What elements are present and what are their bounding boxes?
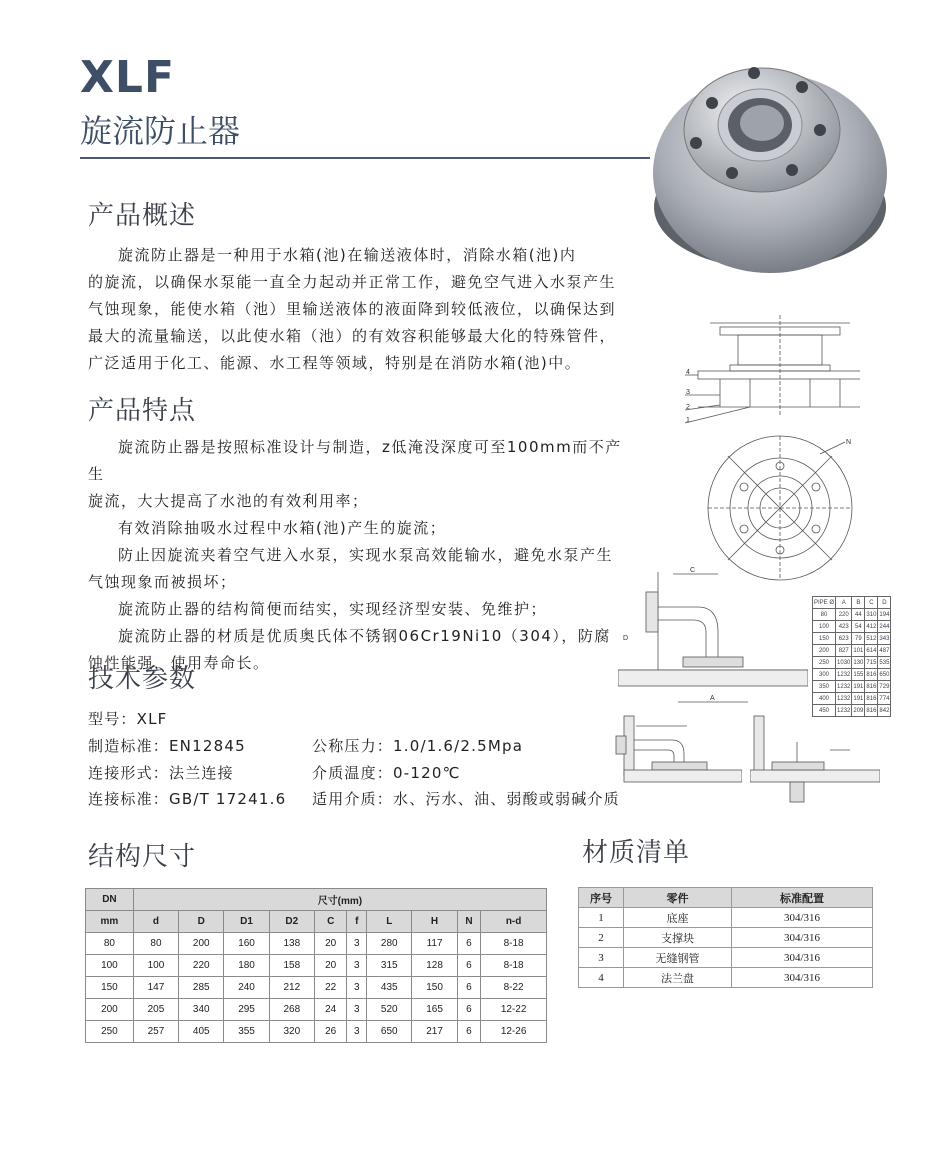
part-label: 3 bbox=[686, 389, 690, 396]
pipe-cell: 80 bbox=[813, 609, 836, 621]
dim-cell: 150 bbox=[86, 977, 134, 999]
pipe-row bbox=[813, 669, 891, 681]
dim-col-header: H bbox=[412, 911, 457, 933]
pipe-cell: 423 bbox=[836, 621, 852, 633]
spec-model: 型号：XLF bbox=[88, 710, 168, 728]
mat-cell: 底座 bbox=[624, 908, 732, 928]
dim-cell: 435 bbox=[367, 977, 412, 999]
table-row bbox=[579, 928, 873, 948]
dim-cell: 3 bbox=[347, 1021, 367, 1043]
section-drawing bbox=[680, 315, 860, 430]
pipe-cell: 194 bbox=[878, 609, 891, 621]
dim-cell: 12-26 bbox=[481, 1021, 547, 1043]
dim-cell: 355 bbox=[224, 1021, 269, 1043]
dim-cell: 3 bbox=[347, 933, 367, 955]
mat-header-row bbox=[579, 888, 873, 908]
feature-line: 有效消除抽吸水过程中水箱(池)产生的旋流； bbox=[118, 519, 447, 537]
feature-line: 防止因旋流夹着空气进入水泵，实现水泵高效能输水，避免水泵产生 bbox=[118, 546, 614, 564]
dim-cell: 295 bbox=[224, 999, 269, 1021]
dim-cell: 138 bbox=[269, 933, 314, 955]
feature-line: 旋流防止器的结构简便而结实，实现经济型安装、免维护； bbox=[118, 600, 548, 618]
pipe-cell: 816 bbox=[865, 705, 878, 717]
pipe-cell: 1232 bbox=[836, 681, 852, 693]
pipe-cell: 100 bbox=[813, 621, 836, 633]
overview-line: 最大的流量输送，以此使水箱（池）的有效容积能够最大化的特殊管件， bbox=[88, 327, 617, 345]
dim-col-header: D bbox=[179, 911, 224, 933]
pipe-row bbox=[813, 621, 891, 633]
dim-cell: 3 bbox=[347, 999, 367, 1021]
model-code: XLF bbox=[80, 52, 176, 103]
pipe-cell: 1030 bbox=[836, 657, 852, 669]
spec-media: 适用介质：水、污水、油、弱酸或弱碱介质 bbox=[312, 790, 620, 808]
pipe-cell: 200 bbox=[813, 645, 836, 657]
part-label: 4 bbox=[686, 369, 690, 376]
installation-drawing bbox=[618, 562, 808, 707]
params-heading: 技术参数 bbox=[88, 664, 197, 694]
mat-cell: 2 bbox=[579, 928, 624, 948]
mat-header-cell: 零件 bbox=[624, 888, 732, 908]
pipe-cell: 150 bbox=[813, 633, 836, 645]
pipe-table-header bbox=[813, 597, 891, 609]
overview-text bbox=[88, 242, 628, 377]
product-photo bbox=[652, 55, 892, 280]
pipe-cell: 412 bbox=[865, 621, 878, 633]
dim-cell: 22 bbox=[314, 977, 346, 999]
mat-cell: 4 bbox=[579, 968, 624, 988]
spec-standard: 制造标准：EN12845 bbox=[88, 737, 246, 755]
overview-line: 旋流防止器是一种用于水箱(池)在输送液体时，消除水箱(池)内 bbox=[118, 246, 577, 264]
dim-cell: 180 bbox=[224, 955, 269, 977]
dim-header-row bbox=[86, 911, 547, 933]
dim-cell: 24 bbox=[314, 999, 346, 1021]
pipe-cell: 623 bbox=[836, 633, 852, 645]
wall-install-drawing-right bbox=[750, 712, 880, 804]
part-label: 1 bbox=[686, 417, 690, 424]
spec-connection: 连接形式：法兰连接 bbox=[88, 764, 234, 782]
mat-cell: 3 bbox=[579, 948, 624, 968]
dim-cell: 6 bbox=[457, 1021, 481, 1043]
pipe-cell: 512 bbox=[865, 633, 878, 645]
mat-header-cell: 序号 bbox=[579, 888, 624, 908]
features-heading: 产品特点 bbox=[88, 396, 197, 426]
pipe-row bbox=[813, 609, 891, 621]
feature-line: 蚀性能强，使用寿命长。 bbox=[88, 654, 270, 672]
table-row bbox=[579, 968, 873, 988]
pipe-row bbox=[813, 681, 891, 693]
overview-line: 广泛适用于化工、能源、水工程等领域，特别是在消防水箱(池)中。 bbox=[88, 354, 582, 372]
dim-cell: 520 bbox=[367, 999, 412, 1021]
dim-col-header: D2 bbox=[269, 911, 314, 933]
overview-heading: 产品概述 bbox=[88, 201, 197, 231]
table-row bbox=[86, 933, 547, 955]
dim-cell: 100 bbox=[86, 955, 134, 977]
pipe-cell: 244 bbox=[878, 621, 891, 633]
overview-line: 气蚀现象，能使水箱（池）里输送液体的液面降到较低液位，以确保达到 bbox=[88, 300, 617, 318]
dim-cell: 6 bbox=[457, 955, 481, 977]
dim-cell: 117 bbox=[412, 933, 457, 955]
spec-temperature: 介质温度：0-120℃ bbox=[312, 764, 461, 782]
mat-cell: 法兰盘 bbox=[624, 968, 732, 988]
feature-line: 气蚀现象而被损坏； bbox=[88, 573, 237, 591]
pipe-cell: 715 bbox=[865, 657, 878, 669]
table-row bbox=[86, 999, 547, 1021]
dim-cell: 315 bbox=[367, 955, 412, 977]
dim-col-header: L bbox=[367, 911, 412, 933]
pipe-cell: 400 bbox=[813, 693, 836, 705]
part-label: 2 bbox=[686, 404, 690, 411]
drawing-label-n: N bbox=[846, 439, 852, 446]
dim-cell: 250 bbox=[86, 1021, 134, 1043]
spec-conn-standard: 连接标准：GB/T 17241.6 bbox=[88, 790, 287, 808]
table-row bbox=[86, 955, 547, 977]
table-row bbox=[86, 977, 547, 999]
pipe-header-cell: PIPE Ø bbox=[813, 597, 836, 609]
dim-cell: 100 bbox=[133, 955, 178, 977]
dim-cell: 128 bbox=[412, 955, 457, 977]
dim-cell: 3 bbox=[347, 977, 367, 999]
dim-cell: 8-22 bbox=[481, 977, 547, 999]
dim-cell: 6 bbox=[457, 933, 481, 955]
dimensions-table bbox=[85, 888, 547, 1043]
pipe-table bbox=[812, 596, 891, 717]
dim-label-a: A bbox=[710, 695, 715, 702]
pipe-header-cell: C bbox=[865, 597, 878, 609]
dim-cell: 405 bbox=[179, 1021, 224, 1043]
pipe-cell: 54 bbox=[852, 621, 865, 633]
dim-cell: 160 bbox=[224, 933, 269, 955]
dim-header-row bbox=[86, 889, 547, 911]
dim-col-header: d bbox=[133, 911, 178, 933]
dim-cell: 650 bbox=[367, 1021, 412, 1043]
pipe-cell: 209 bbox=[852, 705, 865, 717]
pipe-cell: 816 bbox=[865, 681, 878, 693]
table-row bbox=[579, 948, 873, 968]
dim-col-header: n-d bbox=[481, 911, 547, 933]
materials-heading: 材质清单 bbox=[582, 838, 691, 868]
features-text bbox=[88, 434, 628, 677]
wall-install-drawing-left bbox=[612, 712, 742, 804]
dim-cell: 3 bbox=[347, 955, 367, 977]
dim-cell: 165 bbox=[412, 999, 457, 1021]
pipe-cell: 535 bbox=[878, 657, 891, 669]
pipe-cell: 450 bbox=[813, 705, 836, 717]
dim-header-group: 尺寸(mm) bbox=[133, 889, 546, 911]
dim-label-d: D bbox=[623, 635, 629, 642]
dim-header-dn: DN bbox=[86, 889, 134, 911]
pipe-cell: 650 bbox=[878, 669, 891, 681]
pipe-cell: 1232 bbox=[836, 705, 852, 717]
dim-cell: 150 bbox=[412, 977, 457, 999]
pipe-cell: 774 bbox=[878, 693, 891, 705]
dim-cell: 220 bbox=[179, 955, 224, 977]
dim-col-header: D1 bbox=[224, 911, 269, 933]
dim-cell: 8-18 bbox=[481, 933, 547, 955]
dim-col-header: N bbox=[457, 911, 481, 933]
pipe-cell: 250 bbox=[813, 657, 836, 669]
pipe-cell: 191 bbox=[852, 693, 865, 705]
pipe-cell: 101 bbox=[852, 645, 865, 657]
pipe-cell: 614 bbox=[865, 645, 878, 657]
dim-label-c: C bbox=[690, 567, 696, 574]
dim-cell: 6 bbox=[457, 977, 481, 999]
pipe-row bbox=[813, 633, 891, 645]
pipe-row bbox=[813, 657, 891, 669]
feature-line: 旋流防止器是按照标准设计与制造，z低淹没深度可至100mm而不产生 bbox=[88, 438, 622, 483]
mat-cell: 支撑块 bbox=[624, 928, 732, 948]
dim-cell: 6 bbox=[457, 999, 481, 1021]
dim-cell: 205 bbox=[133, 999, 178, 1021]
mat-cell: 无缝钢管 bbox=[624, 948, 732, 968]
pipe-cell: 300 bbox=[813, 669, 836, 681]
pipe-cell: 191 bbox=[852, 681, 865, 693]
pipe-row bbox=[813, 693, 891, 705]
pipe-cell: 729 bbox=[878, 681, 891, 693]
mat-cell: 1 bbox=[579, 908, 624, 928]
pipe-cell: 155 bbox=[852, 669, 865, 681]
top-view-drawing bbox=[700, 432, 865, 582]
table-row bbox=[86, 1021, 547, 1043]
dim-cell: 268 bbox=[269, 999, 314, 1021]
pipe-cell: 310 bbox=[865, 609, 878, 621]
dim-header-unit: mm bbox=[86, 911, 134, 933]
mat-cell: 304/316 bbox=[732, 968, 873, 988]
pipe-cell: 79 bbox=[852, 633, 865, 645]
feature-line: 旋流防止器的材质是优质奥氏体不锈钢06Cr19Ni10（304），防腐 bbox=[118, 627, 611, 645]
pipe-header-cell: B bbox=[852, 597, 865, 609]
dim-cell: 20 bbox=[314, 955, 346, 977]
spec-pressure: 公称压力：1.0/1.6/2.5Mpa bbox=[312, 737, 524, 755]
dim-col-header: C bbox=[314, 911, 346, 933]
dim-cell: 8-18 bbox=[481, 955, 547, 977]
pipe-header-cell: D bbox=[878, 597, 891, 609]
mat-cell: 304/316 bbox=[732, 948, 873, 968]
dim-cell: 147 bbox=[133, 977, 178, 999]
pipe-row bbox=[813, 645, 891, 657]
dim-cell: 280 bbox=[367, 933, 412, 955]
title-divider bbox=[80, 157, 650, 159]
pipe-header-cell: A bbox=[836, 597, 852, 609]
dim-cell: 257 bbox=[133, 1021, 178, 1043]
dim-cell: 212 bbox=[269, 977, 314, 999]
overview-line: 的旋流，以确保水泵能一直全力起动并正常工作，避免空气进入水泵产生 bbox=[88, 273, 617, 291]
mat-cell: 304/316 bbox=[732, 908, 873, 928]
pipe-cell: 1232 bbox=[836, 693, 852, 705]
pipe-cell: 816 bbox=[865, 693, 878, 705]
pipe-cell: 220 bbox=[836, 609, 852, 621]
dim-cell: 20 bbox=[314, 933, 346, 955]
mat-header-cell: 标准配置 bbox=[732, 888, 873, 908]
pipe-cell: 487 bbox=[878, 645, 891, 657]
dim-cell: 240 bbox=[224, 977, 269, 999]
mat-cell: 304/316 bbox=[732, 928, 873, 948]
dim-cell: 200 bbox=[86, 999, 134, 1021]
dim-cell: 200 bbox=[179, 933, 224, 955]
feature-line: 旋流，大大提高了水池的有效利用率； bbox=[88, 492, 369, 510]
materials-table bbox=[578, 887, 873, 988]
dim-col-header: f bbox=[347, 911, 367, 933]
pipe-cell: 44 bbox=[852, 609, 865, 621]
pipe-cell: 350 bbox=[813, 681, 836, 693]
dim-cell: 340 bbox=[179, 999, 224, 1021]
pipe-cell: 827 bbox=[836, 645, 852, 657]
dim-cell: 320 bbox=[269, 1021, 314, 1043]
pipe-cell: 1232 bbox=[836, 669, 852, 681]
dim-cell: 285 bbox=[179, 977, 224, 999]
dimensions-heading: 结构尺寸 bbox=[88, 842, 197, 872]
pipe-cell: 343 bbox=[878, 633, 891, 645]
dim-cell: 158 bbox=[269, 955, 314, 977]
dim-cell: 80 bbox=[86, 933, 134, 955]
product-name: 旋流防止器 bbox=[80, 112, 241, 150]
dim-cell: 217 bbox=[412, 1021, 457, 1043]
dim-cell: 26 bbox=[314, 1021, 346, 1043]
pipe-cell: 130 bbox=[852, 657, 865, 669]
dim-cell: 12-22 bbox=[481, 999, 547, 1021]
pipe-cell: 816 bbox=[865, 669, 878, 681]
dim-cell: 80 bbox=[133, 933, 178, 955]
table-row bbox=[579, 908, 873, 928]
pipe-cell: 842 bbox=[878, 705, 891, 717]
